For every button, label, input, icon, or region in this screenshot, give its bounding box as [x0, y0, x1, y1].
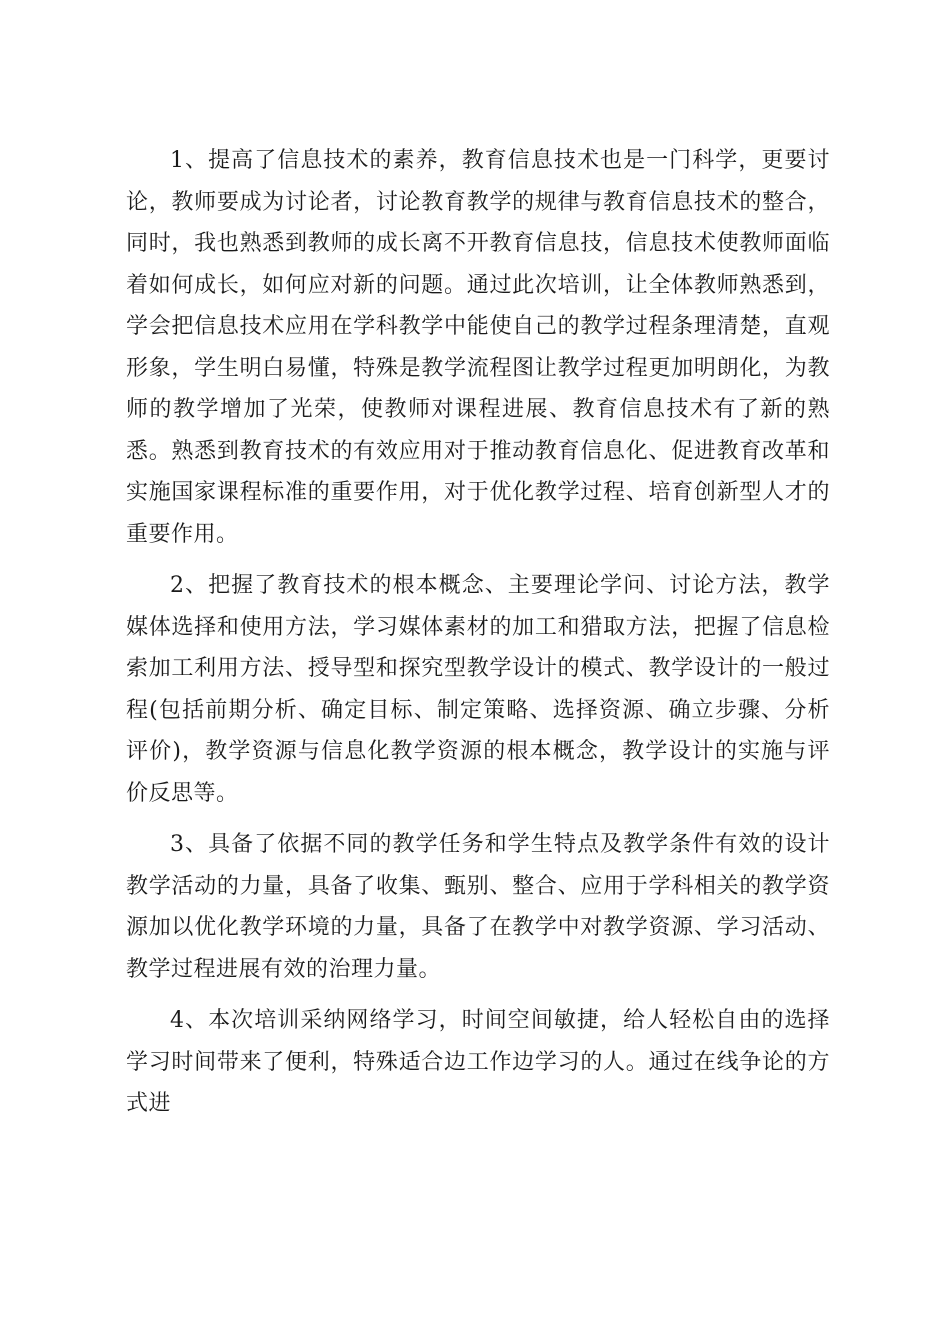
paragraph-1: 1、提高了信息技术的素养，教育信息技术也是一门科学，更要讨论，教师要成为讨论者，讨论教育教学的规律与教育信息技术的整合，同时，我也熟悉到教师的成长离不开教育信息技，信息技术使教师面临着如何成长，如何应对新的问题。通过此次培训，让全体教师熟悉到，学会把信息技术应用在学科教学中能使自己的教学过程条理清楚，直观形象，学生明白易懂，特殊是教学流程图让教学过程更加明朗化，为教师的教学增加了光荣，使教师对课程进展、教育信息技术有了新的熟悉。熟悉到教育技术的有效应用对于推动教育信息化、促进教育改革和实施国家课程标准的重要作用，对于优化教学过程、培育创新型人才的重要作用。 [126, 148, 830, 547]
paragraph-3: 3、具备了依据不同的教学任务和学生特点及教学条件有效的设计教学活动的力量，具备了收集、甄别、整合、应用于学科相关的教学资源加以优化教学环境的力量，具备了在教学中对教学资源、学习活动、教学过程进展有效的治理力量。 [126, 832, 830, 982]
paragraph-2: 2、把握了教育技术的根本概念、主要理论学问、讨论方法，教学媒体选择和使用方法，学习媒体素材的加工和猎取方法，把握了信息检索加工利用方法、授导型和探究型教学设计的模式、教学设计的一般过程(包括前期分析、确定目标、制定策略、选择资源、确立步骤、分析评价)，教学资源与信息化教学资源的根本概念，教学设计的实施与评价反思等。 [126, 573, 830, 806]
document-body [126, 140, 830, 1135]
paragraph-4: 4、本次培训采纳网络学习，时间空间敏捷，给人轻松自由的选择学习时间带来了便利，特殊适合边工作边学习的人。通过在线争论的方式进 [126, 1008, 830, 1116]
